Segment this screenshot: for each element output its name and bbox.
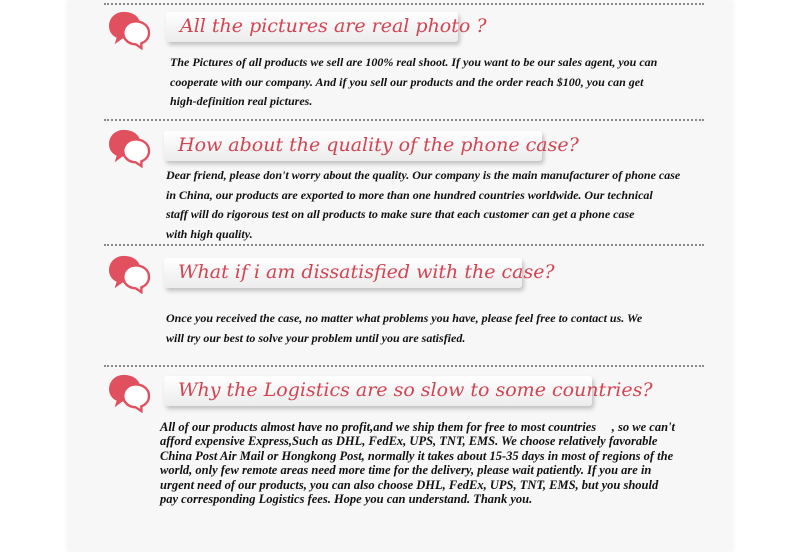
divider [104,244,704,246]
question-bar [164,258,555,288]
question-title: How about the quality of the phone case? [178,134,579,156]
chat-bubbles-icon [106,254,152,294]
chat-bubbles-icon [106,373,152,413]
divider [104,119,704,121]
answer-text: Dear friend, please don't worry about the quality. Our company is the main manufacturer of phone case in China, our products are exported to more than one hundred countries worldwide. Our technical staff will do rigorous test on all products to make sure that each customer can get a phone case with high quality. [166,168,681,241]
question-title: Why the Logistics are so slow to some countries? [178,379,653,401]
question-title: What if i am dissatisfied with the case? [178,261,555,283]
divider [104,3,704,5]
divider [104,365,704,367]
question-bar [166,12,487,42]
answer-text: All of our products almost have no profit,and we ship them for free to most countries , so we can't afford expensive Express,Such as DHL, FedEx, UPS, TNT, EMS. We choose relatively favorable China Post Air Mail or Hongkong Post, normally it takes about 15-35 days in most of regions of the world, only few remote areas need more time for the delivery, please wait patiently. If you are in urgent need of our products, you can also choose DHL, FedEx, UPS, TNT, EMS, but you should pay corresponding Logistics fees. Hope you can understand. Thank you. [160,420,675,507]
answer-text: Once you received the case, no matter what problems you have, please feel free to contact us. We will try our best to solve your problem until you are satisfied. [166,311,643,345]
chat-bubbles-icon [106,10,152,50]
question-title: All the pictures are real photo ? [180,15,487,37]
chat-bubbles-icon [106,128,152,168]
answer-text: The Pictures of all products we sell are 100% real shoot. If you want to be our sales agent, you can cooperate with our company. And if you sell our products and the order reach $100, you can get high-definition real pictures. [170,55,658,108]
question-bar [164,376,653,406]
question-bar [164,131,579,161]
